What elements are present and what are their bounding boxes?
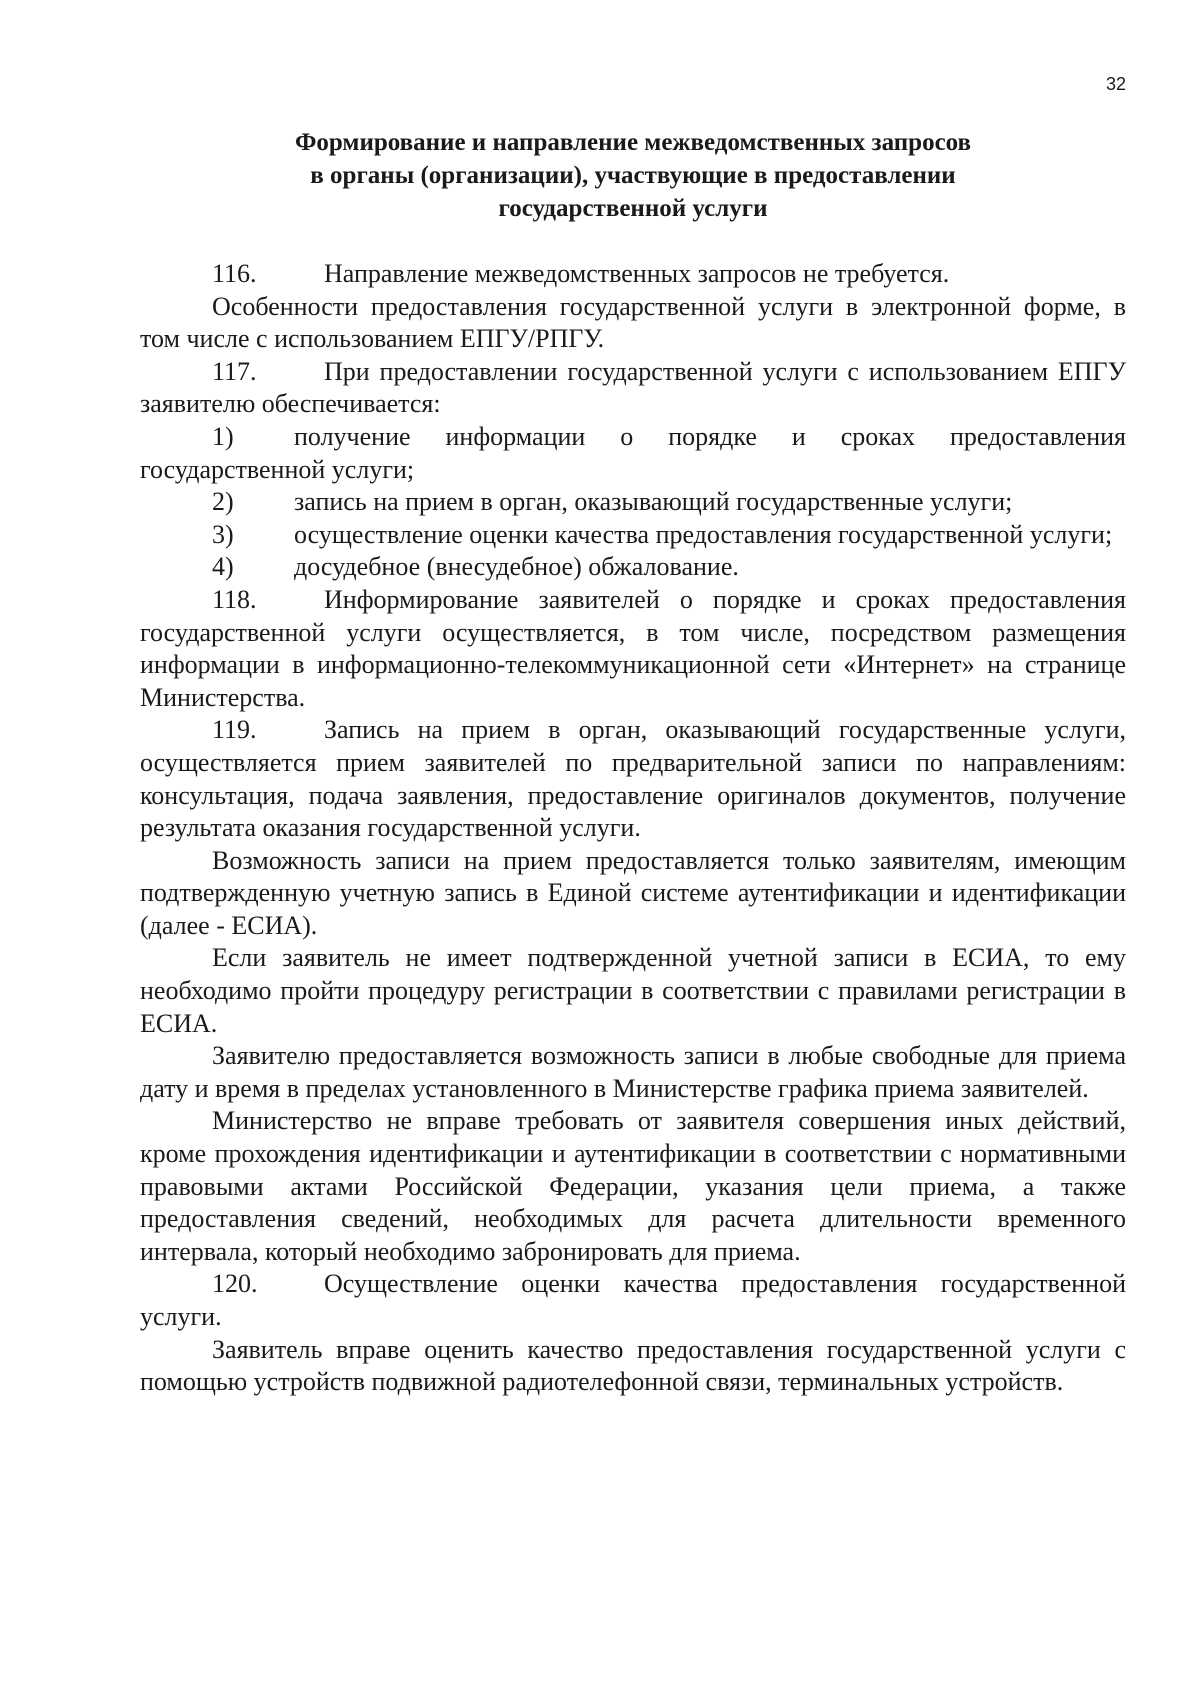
list-item-number: 2) (212, 487, 234, 517)
paragraph-116 (140, 258, 1126, 291)
paragraph-text: Запись на прием в орган, оказывающий государственные услуги, осуществляется прием заявителей по предварительной записи по направлениям: консультация, подача заявления, предоставление оригиналов документов, получение результата оказания государственной услуги. (140, 715, 1126, 843)
paragraph-118 (140, 584, 1126, 714)
list-item-number: 1) (212, 421, 234, 451)
paragraph-number: 119. (212, 715, 257, 745)
list-item-1 (140, 421, 1126, 486)
heading-line-2: в органы (организации), участвующие в предоставлении (310, 162, 956, 189)
paragraph-text: Направление межведомственных запросов не требуется. (324, 259, 950, 288)
list-item-text: досудебное (внесудебное) обжалование. (294, 552, 739, 582)
paragraph-117 (140, 356, 1126, 421)
paragraph-number: 116. (212, 259, 257, 288)
paragraph-119 (140, 714, 1126, 844)
paragraph-text: При предоставлении государственной услуги с использованием ЕПГУ заявителю обеспечивается: (140, 356, 1126, 419)
list-item-2 (140, 486, 1126, 519)
paragraph-number: 118. (212, 584, 257, 614)
paragraph-features: Особенности предоставления государственной услуги в электронной форме, в том числе с использованием ЕПГУ/РПГУ. (140, 291, 1126, 354)
paragraph-number: 120. (212, 1269, 258, 1299)
paragraph-text: Информирование заявителей о порядке и сроках предоставления государственной услуги осуществляется, в том числе, посредством размещения информации в информационно-телекоммуникационной сети «Интернет» на странице Министерства. (140, 584, 1126, 712)
paragraph-number: 117. (212, 356, 257, 386)
list-item-number: 3) (212, 519, 234, 549)
list-item-4 (140, 551, 1126, 584)
list-item-text: получение информации о порядке и сроках предоставления государственной услуги; (140, 421, 1126, 484)
paragraph-119-registration: Возможность записи на прием предоставляется только заявителям, имеющим подтвержденную учетную запись в Единой системе аутентификации и идентификации (далее - ЕСИА). (140, 845, 1126, 940)
list-item-number: 4) (212, 552, 234, 582)
paragraph-text: Осуществление оценки качества предоставления государственной услуги. (140, 1269, 1126, 1331)
heading-line-3: государственной услуги (498, 195, 768, 222)
section-heading (140, 126, 1126, 225)
list-item-text: осуществление оценки качества предоставления государственной услуги; (294, 519, 1113, 549)
paragraph-119-schedule: Заявителю предоставляется возможность записи в любые свободные для приема дату и время в пределах установленного в Министерстве графика приема заявителей. (140, 1041, 1126, 1103)
list-item-text: запись на прием в орган, оказывающий государственные услуги; (294, 487, 1013, 517)
list-item-3 (140, 519, 1126, 552)
document-body (140, 258, 1126, 1399)
paragraph-119-restrictions: Министерство не вправе требовать от заявителя совершения иных действий, кроме прохождения идентификации и аутентификации в соответствии с нормативными правовыми актами Российской Федерации, указания цели приема, а также предоставления сведений, необходимых для расчета длительности временного интервала, который необходимо забронировать для приема. (140, 1106, 1126, 1266)
paragraph-120-rating: Заявитель вправе оценить качество предоставления государственной услуги с помощью устройств подвижной радиотелефонной связи, терминальных устройств. (140, 1334, 1126, 1397)
paragraph-119-esia: Если заявитель не имеет подтвержденной учетной записи в ЕСИА, то ему необходимо пройти процедуру регистрации в соответствии с правилами регистрации в ЕСИА. (140, 943, 1126, 1038)
paragraph-120 (140, 1268, 1126, 1333)
heading-line-1: Формирование и направление межведомственных запросов (294, 129, 972, 156)
page-number: 32 (1105, 74, 1126, 94)
